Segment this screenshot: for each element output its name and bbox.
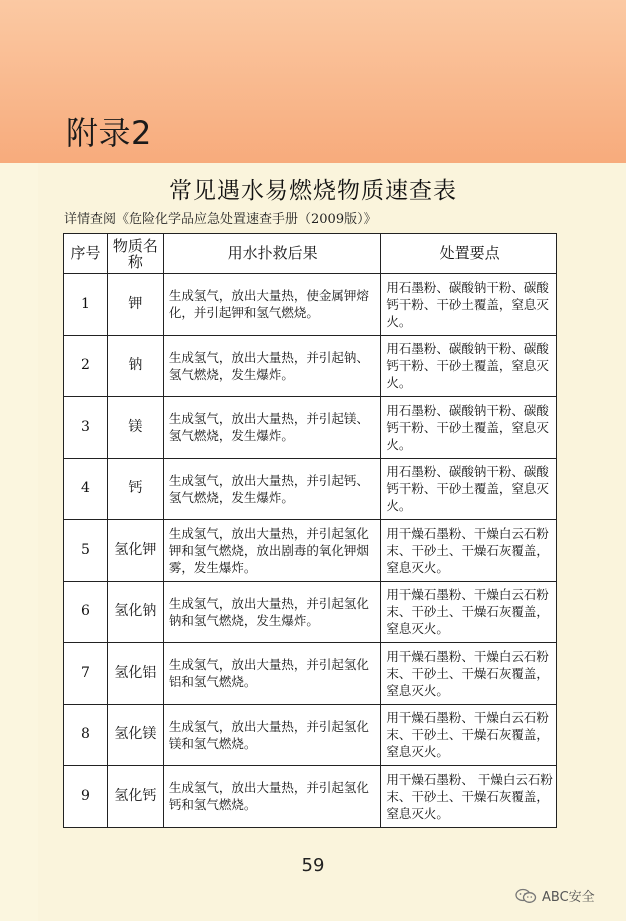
cell-substance: 氢化钠: [107, 581, 163, 643]
table-row: [64, 520, 557, 582]
substance-lookup-table: [63, 233, 557, 828]
cell-disposal: 用石墨粉、碳酸钠干粉、碳酸钙干粉、干砂土覆盖，窒息灭火。: [381, 274, 557, 336]
cell-no: 9: [64, 766, 108, 828]
page-number: 59: [301, 855, 325, 876]
table-row: [64, 704, 557, 766]
cell-no: 7: [64, 643, 108, 705]
table-row: [64, 766, 557, 828]
table-row: [64, 581, 557, 643]
cell-no: 6: [64, 581, 108, 643]
cell-substance: 氢化铝: [107, 643, 163, 705]
cell-substance: 钠: [107, 335, 163, 397]
cell-disposal: 用干燥石墨粉、干燥白云石粉末、干砂土、干燥石灰覆盖，窒息灭火。: [381, 520, 557, 582]
cell-disposal: 用石墨粉、碳酸钠干粉、碳酸钙干粉、干砂土覆盖，窒息灭火。: [381, 397, 557, 459]
document-title: 常见遇水易燃烧物质速查表: [169, 178, 457, 204]
cell-disposal: 用干燥石墨粉、干燥白云石粉末、干砂土、干燥石灰覆盖，窒息灭火。: [381, 704, 557, 766]
cell-disposal: 用石墨粉、碳酸钠干粉、碳酸钙干粉、干砂土覆盖，窒息灭火。: [381, 458, 557, 520]
cell-substance: 氢化钙: [107, 766, 163, 828]
cell-result: 生成氢气，放出大量热，并引起氢化铝和氢气燃烧。: [163, 643, 381, 705]
cell-substance: 氢化钾: [107, 520, 163, 582]
table-row: [64, 397, 557, 459]
reference-note: 详情查阅《危险化学品应急处置速查手册（2009版）》: [64, 212, 377, 227]
wechat-icon: [515, 888, 537, 904]
cell-substance: 钾: [107, 274, 163, 336]
cell-no: 3: [64, 397, 108, 459]
cell-result: 生成氢气，放出大量热，并引起钙、氢气燃烧，发生爆炸。: [163, 458, 381, 520]
header-no: 序号: [64, 234, 108, 274]
cell-no: 2: [64, 335, 108, 397]
cell-no: 1: [64, 274, 108, 336]
table-row: [64, 335, 557, 397]
cell-disposal: 用干燥石墨粉、 干燥白云石粉末、干砂土、干燥石灰覆盖， 窒息灭火。: [381, 766, 557, 828]
cell-result: 生成氢气，放出大量热，并引起氢化钠和氢气燃烧，发生爆炸。: [163, 581, 381, 643]
cell-substance: 钙: [107, 458, 163, 520]
appendix-title: 附录2: [66, 114, 152, 152]
table-row: [64, 274, 557, 336]
cell-result: 生成氢气，放出大量热，使金属钾熔化，并引起钾和氢气燃烧。: [163, 274, 381, 336]
cell-no: 4: [64, 458, 108, 520]
table-row: [64, 643, 557, 705]
header-disposal: 处置要点: [381, 234, 557, 274]
cell-no: 8: [64, 704, 108, 766]
cell-substance: 氢化镁: [107, 704, 163, 766]
cell-result: 生成氢气，放出大量热，并引起氢化钙和氢气燃烧。: [163, 766, 381, 828]
table-header-row: [64, 234, 557, 274]
header-result: 用水扑救后果: [163, 234, 381, 274]
watermark-text: ABC安全: [542, 890, 595, 905]
cell-disposal: 用石墨粉、碳酸钠干粉、碳酸钙干粉、干砂土覆盖，窒息灭火。: [381, 335, 557, 397]
header-substance: 物质名称: [107, 234, 163, 274]
cell-substance: 镁: [107, 397, 163, 459]
cell-disposal: 用干燥石墨粉、干燥白云石粉末、干砂土、干燥石灰覆盖，窒息灭火。: [381, 581, 557, 643]
cell-result: 生成氢气，放出大量热，并引起钠、氢气燃烧，发生爆炸。: [163, 335, 381, 397]
cell-result: 生成氢气，放出大量热，并引起氢化镁和氢气燃烧。: [163, 704, 381, 766]
cell-disposal: 用干燥石墨粉、干燥白云石粉末、干砂土、干燥石灰覆盖，窒息灭火。: [381, 643, 557, 705]
cell-result: 生成氢气，放出大量热，并引起氢化钾和氢气燃烧，放出剧毒的氧化钾烟雾，发生爆炸。: [163, 520, 381, 582]
cell-result: 生成氢气，放出大量热，并引起镁、氢气燃烧，发生爆炸。: [163, 397, 381, 459]
table-row: [64, 458, 557, 520]
cell-no: 5: [64, 520, 108, 582]
watermark: [515, 886, 595, 905]
